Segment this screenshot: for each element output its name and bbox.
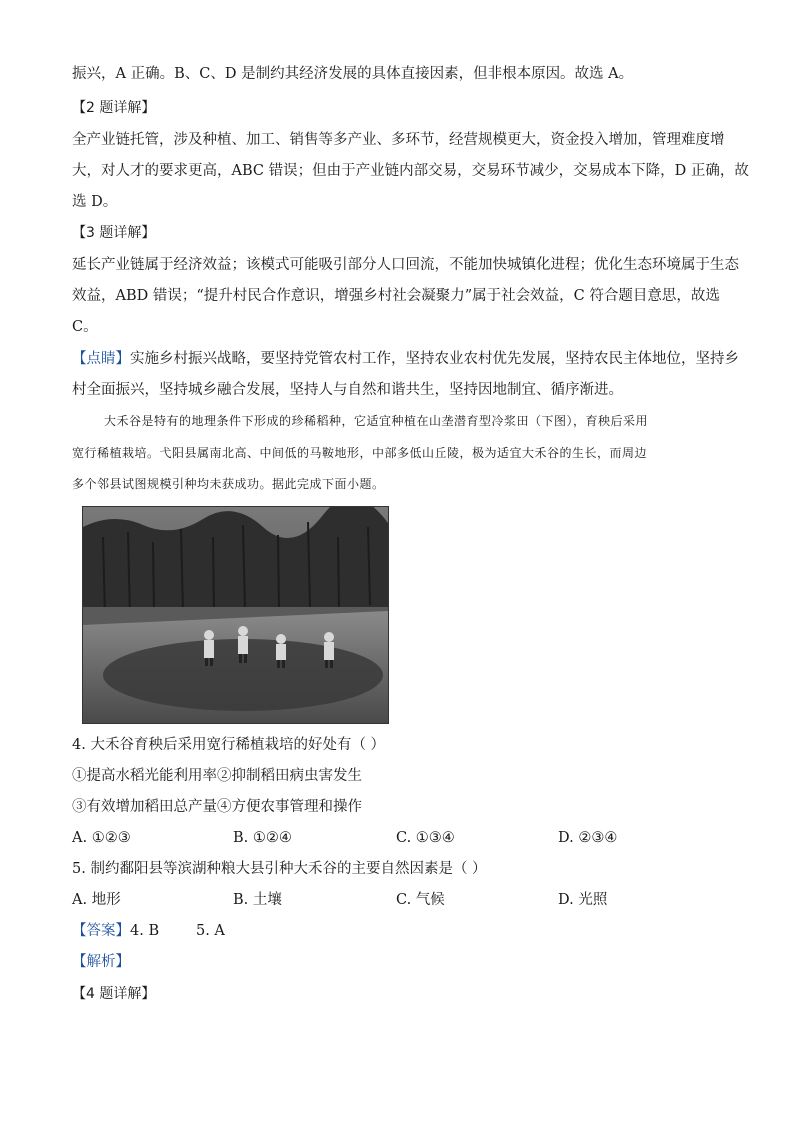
q5-option-a: A. 地形 bbox=[72, 892, 121, 908]
q4-option-a: A. ①②③ bbox=[72, 830, 131, 846]
answer-text: 4. B 5. A bbox=[130, 923, 225, 939]
paragraph-line: 振兴，A 正确。B、C、D 是制约其经济发展的具体直接因素，但非根本原因。故选 A。 bbox=[72, 66, 634, 82]
q4-option-c: C. ①③④ bbox=[396, 830, 455, 846]
analysis-tag: 【解析】 bbox=[72, 954, 130, 970]
paragraph-line: 延长产业链属于经济效益；该模式可能吸引部分人口回流，不能加快城镇化进程；优化生态环境属于生态 bbox=[72, 257, 739, 273]
intro-line: 宽行稀植栽培。弋阳县属南北高、中间低的马鞍地形，中部多低山丘陵，极为适宜大禾谷的生长，而周边 bbox=[72, 446, 648, 460]
paragraph-line: 全产业链托管，涉及种植、加工、销售等多产业、多环节，经营规模更大，资金投入增加，管理难度增 bbox=[72, 132, 725, 148]
paragraph-line: C。 bbox=[72, 319, 98, 335]
answer-line bbox=[72, 921, 722, 941]
paragraph-line: 效益，ABD 错误；“提升村民合作意识，增强乡村社会凝聚力”属于社会效益，C 符合题目意思，故选 bbox=[72, 288, 720, 304]
section-heading-q4: 【4 题详解】 bbox=[72, 986, 156, 1002]
paragraph-line: 村全面振兴，坚持城乡融合发展，坚持人与自然和谐共生，坚持因地制宜、循序渐进。 bbox=[72, 382, 623, 398]
q5-option-b: B. 土壤 bbox=[233, 892, 282, 908]
q5-option-c: C. 气候 bbox=[396, 892, 445, 908]
answer-tag: 【答案】 bbox=[72, 923, 130, 939]
q4-option-b: B. ①②④ bbox=[233, 830, 292, 846]
dianjing-text: 实施乡村振兴战略，要坚持党管农村工作，坚持农业农村优先发展，坚持农民主体地位，坚持乡 bbox=[130, 351, 739, 367]
paragraph-line: 选 D。 bbox=[72, 194, 118, 210]
question-4-statement: ①提高水稻光能利用率②抑制稻田病虫害发生 bbox=[72, 768, 362, 784]
section-heading-q3: 【3 题详解】 bbox=[72, 225, 156, 241]
question-4-stem: 4. 大禾谷育秧后采用宽行稀植栽培的好处有（ ） bbox=[72, 737, 386, 753]
section-heading-q2: 【2 题详解】 bbox=[72, 100, 156, 116]
dianjing-paragraph bbox=[72, 349, 739, 369]
q5-option-d: D. 光照 bbox=[558, 892, 608, 908]
question-4-statement: ③有效增加稻田总产量④方便农事管理和操作 bbox=[72, 799, 362, 815]
intro-line: 大禾谷是特有的地理条件下形成的珍稀稻种，它适宜种植在山垄潜育型冷浆田（下图），育秧后采用 bbox=[104, 414, 649, 428]
question-5-stem: 5. 制约鄱阳县等滨湖种粮大县引种大禾谷的主要自然因素是（ ） bbox=[72, 861, 487, 877]
intro-line: 多个邻县试图规模引种均未获成功。据此完成下面小题。 bbox=[72, 477, 385, 491]
paragraph-line: 大，对人才的要求更高，ABC 错误；但由于产业链内部交易，交易环节减少，交易成本下降，D 正确，故 bbox=[72, 163, 749, 179]
q4-option-d: D. ②③④ bbox=[558, 830, 618, 846]
dianjing-tag: 【点睛】 bbox=[72, 351, 130, 367]
paddy-field-photo bbox=[82, 506, 389, 724]
